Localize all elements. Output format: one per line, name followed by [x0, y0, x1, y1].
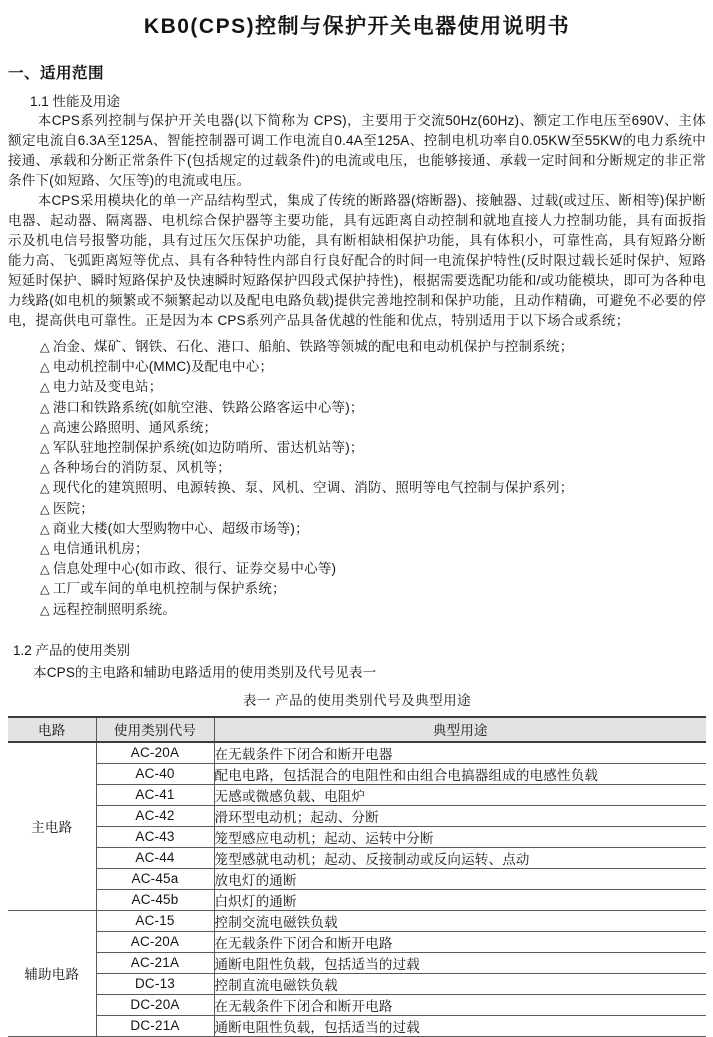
column-header-category-code: 使用类别代号	[96, 717, 214, 742]
table-row	[8, 994, 706, 1015]
list-item-text: 港口和铁路系统(如航空港、铁路公路客运中心等)；	[52, 399, 364, 415]
typical-use-cell: 滑环型电动机；起动、分断	[214, 805, 706, 826]
typical-use-cell: 控制交流电磁铁负载	[214, 910, 706, 931]
category-code-cell: AC-42	[96, 805, 214, 826]
table-row	[8, 889, 706, 910]
table-row	[8, 805, 706, 826]
list-item	[40, 458, 706, 478]
category-code-cell: AC-41	[96, 784, 214, 805]
category-code-cell: AC-21A	[96, 952, 214, 973]
triangle-bullet: △	[40, 521, 50, 536]
typical-use-cell: 在无载条件下闭合和断开电路	[214, 931, 706, 952]
column-header-typical-use: 典型用途	[214, 717, 706, 742]
category-code-cell: AC-44	[96, 847, 214, 868]
category-code-cell: DC-21A	[96, 1015, 214, 1036]
list-item-text: 各种场台的消防泵、风机等；	[52, 460, 231, 476]
table-row	[8, 910, 706, 931]
list-item	[40, 357, 706, 377]
category-code-cell: AC-45b	[96, 889, 214, 910]
paragraph-performance-1: 本CPS系列控制与保护开关电器(以下简称为 CPS)，主要用于交流50Hz(60Hz)、额定工作电压至690V、主体额定电流自6.3A至125A、智能控制器可调工作电流自0.4A至125A、控制电机功率自0.05KW至55KW的电力系统中接通、承载和分断正常条件下(包括规定的过载条件)的电流或电压，也能够接通、承载一定时间和分断规定的非正常条件下(如短路、欠压等)的电流或电压。	[8, 113, 706, 188]
list-item-text: 商业大楼(如大型购物中心、超级市场等)；	[52, 520, 309, 536]
table-row	[8, 952, 706, 973]
table-row	[8, 868, 706, 889]
usage-category-intro: 本CPS的主电路和辅助电路适用的使用类别及代号见表一	[33, 664, 377, 680]
table-row	[8, 826, 706, 847]
list-item-text: 冶金、煤矿、钢铁、石化、港口、船舶、铁路等领城的配电和电动机保护与控制系统；	[52, 339, 574, 354]
category-code-cell: AC-40	[96, 763, 214, 784]
section-heading-scope: 一、适用范围	[8, 65, 105, 82]
triangle-bullet: △	[40, 441, 50, 456]
column-header-circuit: 电路	[8, 717, 96, 742]
category-code-cell: AC-20A	[96, 742, 214, 764]
subsection-heading-1-2: 1.2 产品的使用类别	[13, 642, 131, 658]
table-row	[8, 784, 706, 805]
triangle-bullet: △	[40, 461, 50, 476]
list-item	[40, 337, 706, 357]
typical-use-cell: 控制直流电磁铁负载	[214, 973, 706, 994]
list-item-text: 工厂或车间的单电机控制与保护系统；	[52, 581, 286, 597]
table-row	[8, 742, 706, 764]
list-item-text: 电力站及变电站；	[52, 379, 163, 395]
usage-table-body	[8, 742, 706, 1037]
triangle-bullet: △	[40, 582, 50, 597]
list-item-text: 军队驻地控制保护系统(如边防哨所、雷达机站等)；	[52, 440, 364, 456]
list-item	[40, 438, 706, 458]
category-code-cell: AC-15	[96, 910, 214, 931]
list-item-text: 电动机控制中心(MMC)及配电中心；	[52, 359, 274, 375]
list-item	[40, 377, 706, 397]
typical-use-cell: 白炽灯的通断	[214, 889, 706, 910]
triangle-bullet: △	[40, 562, 50, 577]
subsection-heading-1-1: 1.1 性能及用途	[30, 94, 121, 109]
typical-use-cell: 在无载条件下闭合和断开电路	[214, 994, 706, 1015]
list-item-text: 高速公路照明、通风系统；	[52, 419, 218, 435]
category-code-cell: DC-20A	[96, 994, 214, 1015]
list-item-text: 医院；	[52, 500, 94, 516]
list-item	[40, 600, 706, 620]
table-row	[8, 1015, 706, 1036]
circuit-group-cell: 主电路	[8, 742, 96, 911]
triangle-bullet: △	[40, 420, 50, 435]
typical-use-cell: 通断电阻性负载，包括适当的过载	[214, 952, 706, 973]
table-row	[8, 847, 706, 868]
category-code-cell: AC-43	[96, 826, 214, 847]
list-item	[40, 418, 706, 438]
category-code-cell: AC-20A	[96, 931, 214, 952]
list-item	[40, 499, 706, 519]
table-header-row	[8, 717, 706, 742]
typical-use-cell: 笼型感应电动机；起动、运转中分断	[214, 826, 706, 847]
triangle-bullet: △	[40, 380, 50, 395]
typical-use-cell: 配电电路，包括混合的电阻性和由组合电搞器组成的电感性负载	[214, 763, 706, 784]
triangle-bullet: △	[40, 340, 50, 354]
table-row	[8, 973, 706, 994]
category-code-cell: AC-45a	[96, 868, 214, 889]
list-item	[40, 478, 706, 498]
list-item	[40, 398, 706, 418]
list-item-text: 现代化的建筑照明、电源转换、泵、风机、空调、消防、照明等电气控制与保护系列；	[52, 480, 574, 496]
typical-use-cell: 通断电阻性负载，包括适当的过载	[214, 1015, 706, 1036]
paragraph-performance-2: 本CPS采用模块化的单一产品结构型式，集成了传统的断路器(熔断器)、接触器、过载(或过压、断相等)保护断电器、起动器、隔离器、电机综合保护器等主要功能，具有远距离自动控制和就地直接人力控制功能，具有面扳指示及机电信号报警功能，具有过压欠压保护功能，具有断相缺相保护功能，具有体积小，可靠性高，具有短路分断能力高、飞弧距离短等优点、具有各种特性内部自行良好配合的时间一电流保护特性(反时限过载长延时保护、短路短延时保护、瞬时短路保护及快速瞬时短路保护四段式保护持性)，根据需要选配功能和/或功能模块，即可为各种电力线路(如电机的频繁或不频繁起动以及配电电路负载)提供完善地控制和保护功能，且动作精确，可避免不必要的停电，提高供电可靠性。正是因为本 CPS系列产品具备优越的性能和优点，特别适用于以下场合或系统；	[8, 193, 706, 328]
list-item-text: 远程控制照明系统。	[52, 601, 177, 617]
table-caption: 表一 产品的使用类别代号及典型用途	[242, 692, 472, 708]
typical-use-cell: 放电灯的通断	[214, 868, 706, 889]
typical-use-cell: 在无载条件下闭合和断开电器	[214, 742, 706, 764]
applications-list	[8, 337, 706, 620]
list-item-text: 电信通讯机房；	[52, 541, 149, 557]
usage-category-table	[8, 716, 706, 1037]
category-code-cell: DC-13	[96, 973, 214, 994]
table-row	[8, 931, 706, 952]
list-item	[40, 539, 706, 559]
triangle-bullet: △	[40, 501, 50, 516]
circuit-group-cell: 辅助电路	[8, 910, 96, 1036]
triangle-bullet: △	[40, 400, 50, 415]
typical-use-cell: 笼型感就电动机；起动、反接制动或反向运转、点动	[214, 847, 706, 868]
triangle-bullet: △	[40, 542, 50, 557]
list-item	[40, 519, 706, 539]
triangle-bullet: △	[40, 481, 50, 496]
page-title: KB0(CPS)控制与保护开关电器使用说明书	[143, 15, 571, 38]
list-item	[40, 559, 706, 579]
typical-use-cell: 无感或微感负载、电阻炉	[214, 784, 706, 805]
triangle-bullet: △	[40, 602, 50, 617]
triangle-bullet: △	[40, 360, 50, 375]
list-item-text: 信息处理中心(如市政、很行、证券交易中心等)	[52, 561, 337, 577]
table-row	[8, 763, 706, 784]
list-item	[40, 579, 706, 599]
